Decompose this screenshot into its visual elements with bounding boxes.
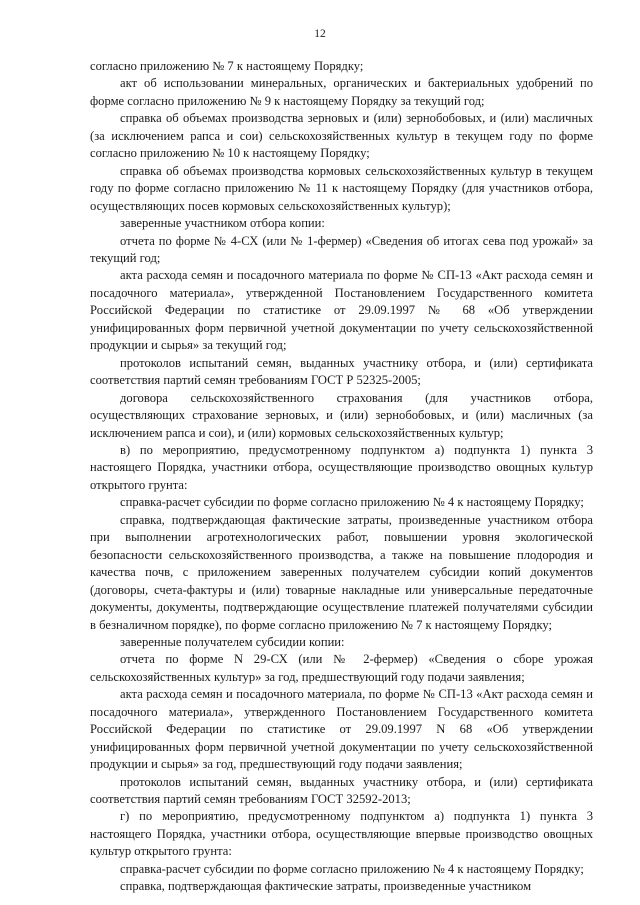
paragraph-16: протоколов испытаний семян, выданных участнику отбора, и (или) сертификата соответствия партий семян требованиям ГОСТ 32592-2013;	[90, 774, 593, 807]
paragraph-13: заверенные получателем субсидии копии:	[120, 634, 345, 649]
paragraph-8: протоколов испытаний семян, выданных участнику отбора, и (или) сертификата соответствия партий семян требованиям ГОСТ Р 52325-2005;	[90, 355, 593, 388]
paragraph-4: справка об объемах производства кормовых сельскохозяйственных культур в текущем году по форме согласно приложению № 11 к настоящему Порядку (для участников отбора, осуществляющих посев кормовых сельскохозяйственных культур);	[90, 163, 593, 213]
paragraph-2: акт об использовании минеральных, органических и бактериальных удобрений по форме согласно приложению № 9 к настоящему Порядку за текущий год;	[90, 76, 593, 108]
paragraph-12: справка, подтверждающая фактические затраты, произведенные участником отбора при выполнении агротехнологических работ, повышении уровня экологической безопасности сельскохозяйственного производства, а также на повышение плодородия и качества почв, с приложением заверенных получателем субсидии копий документов (договоры, счета-фактуры и (или) товарные накладные или универсальные передаточные документы, документы, подтверждающие осуществление платежей получателями субсидии в безналичном порядке), по форме согласно приложению № 7 к настоящему Порядку;	[90, 512, 593, 632]
document-body	[90, 58, 593, 896]
paragraph-6: отчета по форме № 4-СХ (или № 1-фермер) «Сведения об итогах сева под урожай» за текущий год;	[90, 233, 593, 265]
page-number: 12	[314, 28, 326, 40]
paragraph-9: договора сельскохозяйственного страхования (для участников отбора, осуществляющих страхование зерновых, и (или) зернобобовых, и (или) масличных (за исключением рапса и сои), и (или) кормовых сельскохозяйственных культур;	[90, 390, 593, 440]
paragraph-5: заверенные участником отбора копии:	[120, 216, 325, 231]
paragraph-10: в) по мероприятию, предусмотренному подпунктом а) подпункта 1) пункта 3 настоящего Порядка, участники отбора, осуществляющие производство овощных культур открытого грунта:	[90, 442, 593, 492]
paragraph-7: акта расхода семян и посадочного материала по форме № СП-13 «Акт расхода семян и посадочного материала», утвержденной Постановлением Государственного комитета Российской Федерации по статистике от 29.09.1997 № 68 «Об утверждении унифицированных форм первичной учетной документации по учету сельскохозяйственной продукции и сырья» за текущий год;	[90, 268, 593, 353]
paragraph-1: согласно приложению № 7 к настоящему Порядку;	[90, 59, 364, 73]
paragraph-17: г) по мероприятию, предусмотренному подпунктом а) подпункта 1) пункта 3 настоящего Порядка, участники отбора, осуществляющие впервые производство овощных культур открытого грунта:	[90, 809, 593, 859]
paragraph-18: справка-расчет субсидии по форме согласно приложению № 4 к настоящему Порядку;	[120, 861, 584, 876]
paragraph-14: отчета по форме N 29-СХ (или № 2-фермер) «Сведения о сборе урожая сельскохозяйственных культур» за год, предшествующий году подачи заявления;	[90, 652, 593, 684]
paragraph-11: справка-расчет субсидии по форме согласно приложению № 4 к настоящему Порядку;	[120, 495, 584, 510]
paragraph-3: справка об объемах производства зерновых и (или) зернобобовых, и (или) масличных (за исключением рапса и сои) сельскохозяйственных культур в текущем году по форме согласно приложению № 10 к настоящему Порядку;	[90, 111, 593, 161]
paragraph-15: акта расхода семян и посадочного материала, по форме № СП-13 «Акт расхода семян и посадочного материала», утвержденного Постановлением Государственного комитета Российской Федерации по статистике от 29.09.1997 N 68 «Об утверждении унифицированных форм первичной учетной документации по учету сельскохозяйственной продукции и сырья» за год, предшествующий году подачи заявления;	[90, 687, 593, 772]
paragraph-19: справка, подтверждающая фактические затраты, произведенные участником	[120, 879, 532, 894]
